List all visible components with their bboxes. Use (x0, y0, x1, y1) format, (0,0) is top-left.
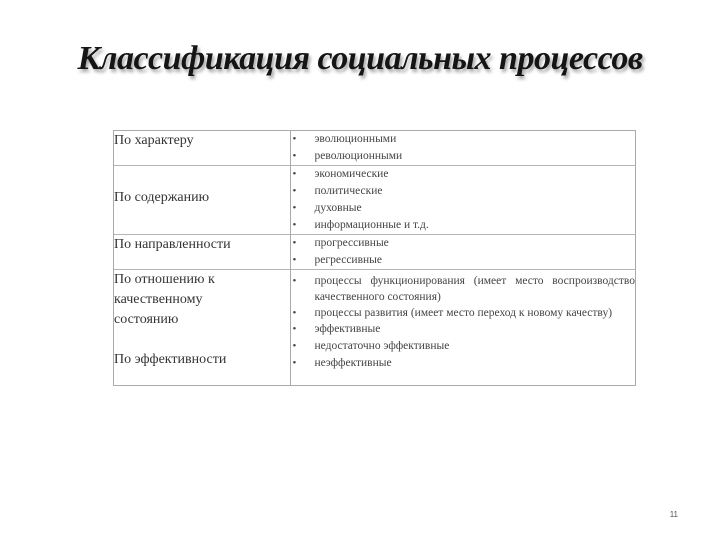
list-item: • недостаточно эффективные (291, 338, 636, 355)
items-cell (290, 270, 635, 386)
list-item: • регрессивные (291, 252, 636, 269)
slide-title: Классификация социальных процессов (77, 40, 643, 77)
list-item: • неэффективные (291, 355, 636, 372)
list-item: • эволюционными (291, 131, 636, 148)
table-row (114, 235, 635, 270)
category-cell: По характеру (114, 131, 290, 166)
bullet-icon: • (292, 168, 297, 180)
bullet-icon: • (292, 323, 297, 335)
category-cell: По направленности (114, 235, 290, 270)
list-item: • прогрессивные (291, 235, 636, 252)
bullet-icon: • (292, 219, 297, 231)
category-label: По эффективности (114, 352, 227, 367)
items-cell (290, 131, 635, 166)
list-item: • духовные (291, 200, 636, 217)
category-label: По отношению к качественному состоянию (114, 272, 215, 327)
classification-table (113, 130, 636, 386)
bullet-icon: • (292, 133, 297, 145)
list-item: • экономические (291, 166, 636, 183)
list-item: • процессы функционирования (имеет место воспроизводство качественного состояния) (292, 275, 635, 303)
bullet-icon: • (292, 237, 297, 249)
table-row (114, 131, 635, 166)
bullet-icon: • (292, 340, 297, 352)
bullet-icon: • (292, 185, 297, 197)
list-item: • информационные и т.д. (291, 217, 636, 234)
list-item: • политические (291, 183, 636, 200)
items-cell (290, 235, 635, 270)
bullet-icon: • (292, 307, 297, 319)
category-cell (114, 270, 290, 386)
category-cell: По содержанию (114, 166, 290, 235)
bullet-icon: • (292, 202, 297, 214)
items-cell (290, 166, 635, 235)
bullet-icon: • (292, 150, 297, 162)
list-item: • эффективные (291, 321, 636, 338)
bullet-icon: • (292, 275, 297, 287)
table-row (114, 270, 635, 386)
table-row (114, 166, 635, 235)
list-item: • процессы развития (имеет место переход к новому качеству) (292, 307, 613, 319)
list-item: • революционными (291, 148, 636, 165)
bullet-icon: • (292, 254, 297, 266)
page-number: 11 (669, 510, 678, 519)
bullet-icon: • (292, 357, 297, 369)
